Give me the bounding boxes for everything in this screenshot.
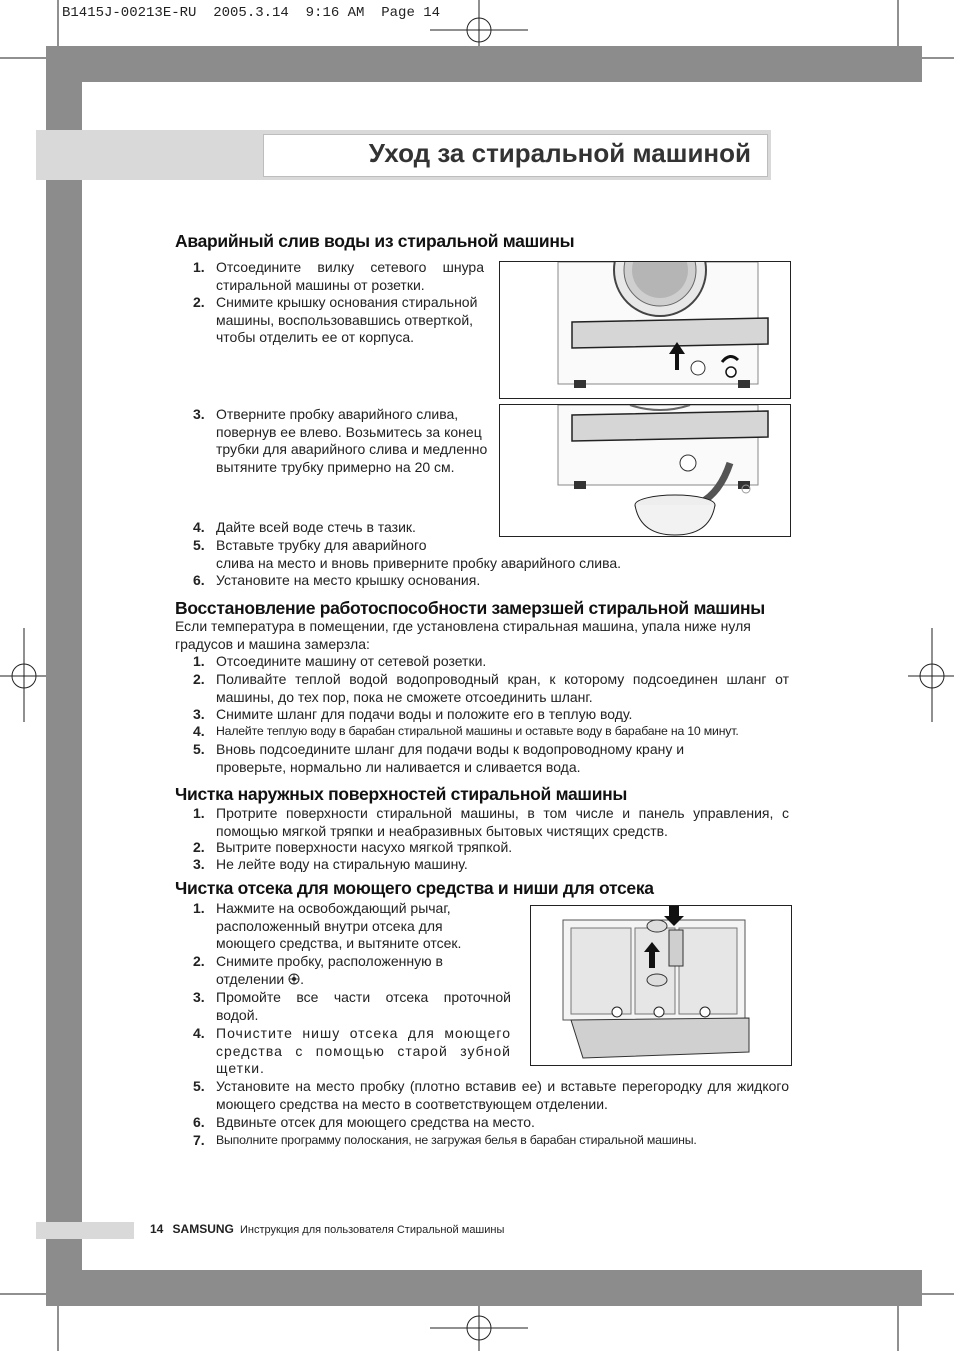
section-heading-emergency-drain: Аварийный слив воды из стиральной машины: [175, 231, 575, 251]
page-title: Уход за стиральной машиной: [368, 138, 751, 168]
page-footer: [150, 1222, 504, 1236]
footer-text: Инструкция для пользователя Стиральной машины: [240, 1224, 505, 1236]
section-heading-exterior-cleaning: Чистка наружных поверхностей стиральной машины: [175, 784, 628, 804]
brand-name: SAMSUNG: [172, 1222, 234, 1236]
section-intro: Если температура в помещении, где установлена стиральная машина, упала ниже нуля градусов и машина замерзла:: [175, 618, 751, 652]
figure-detergent-drawer: [530, 905, 792, 1066]
page-frame-top: [46, 46, 922, 82]
footer-bar: [36, 1222, 134, 1239]
softener-compartment-icon: [288, 973, 300, 985]
figure-remove-base-cover: [499, 261, 791, 399]
washer-base-illustration: [500, 262, 790, 398]
detergent-drawer-illustration: [531, 906, 791, 1065]
section-heading-frozen-machine: Восстановление работоспособности замерзшей стиральной машины: [175, 598, 765, 618]
section-heading-detergent-drawer: Чистка отсека для моющего средства и ниши для отсека: [175, 878, 654, 898]
print-header: B1415J-00213E-RU 2005.3.14 9:16 AM Page 14: [62, 5, 441, 21]
page-number: 14: [150, 1222, 164, 1236]
page-frame-bottom: [46, 1270, 922, 1306]
figure-drain-tube: [499, 404, 791, 537]
drain-tube-illustration: [500, 405, 790, 536]
page-frame-left: [46, 46, 82, 1306]
